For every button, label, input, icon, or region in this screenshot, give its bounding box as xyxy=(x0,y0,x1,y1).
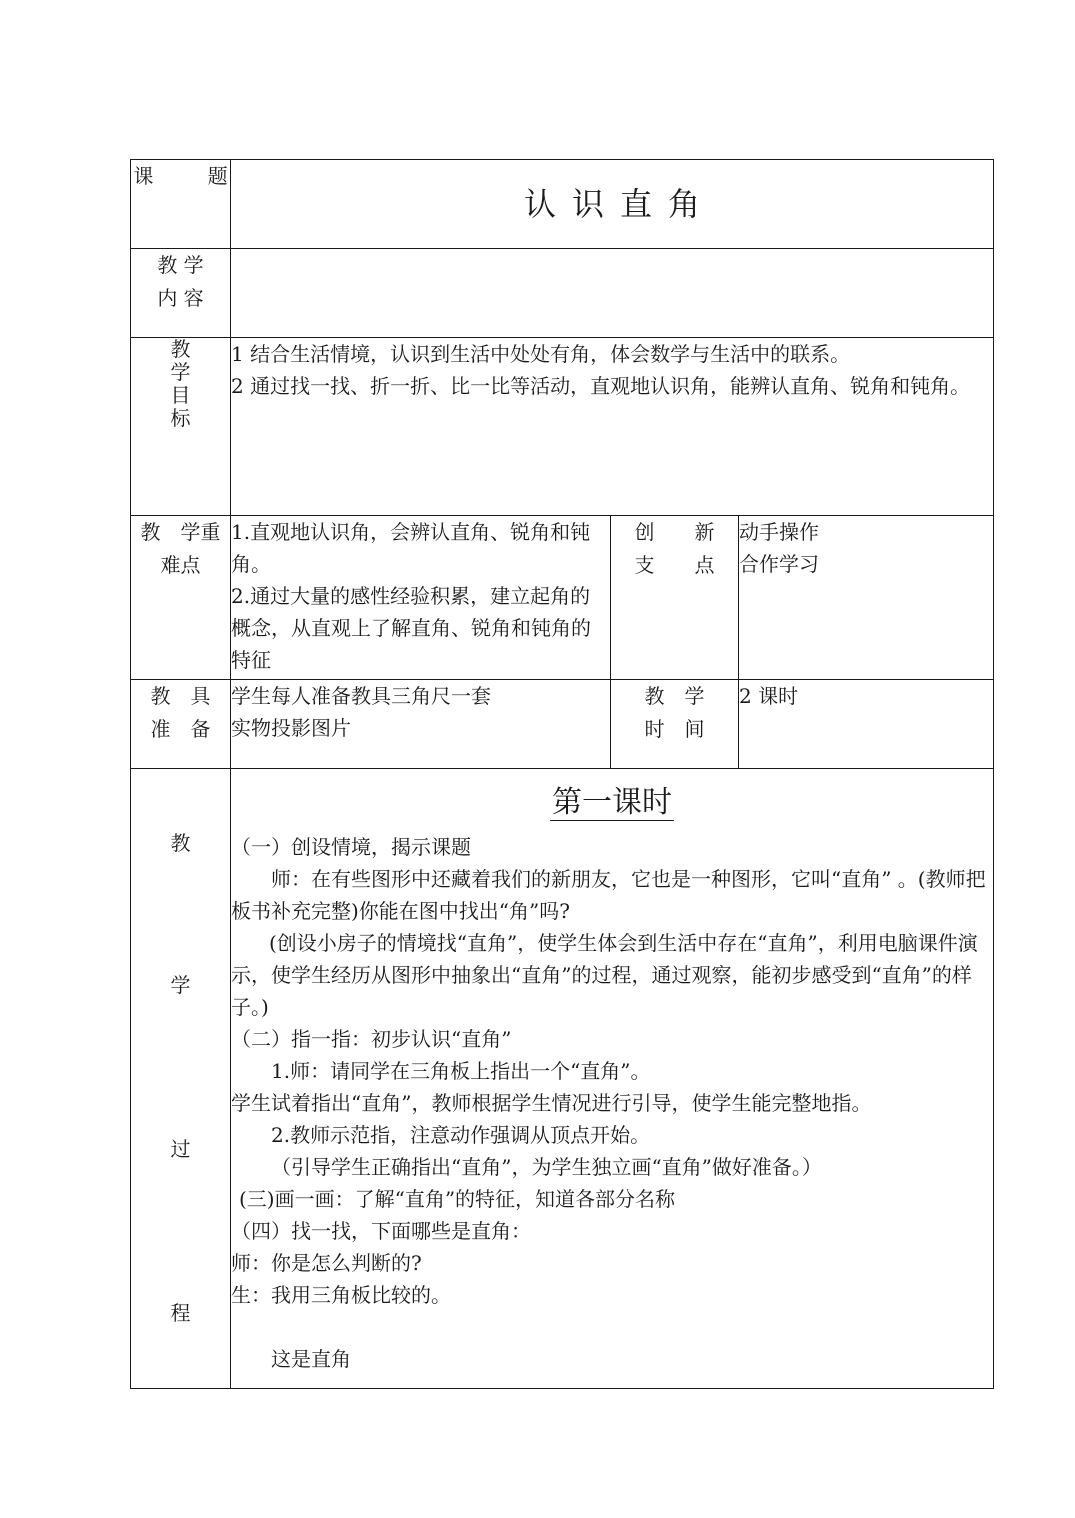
lesson-period-title xyxy=(231,781,993,825)
row-topic xyxy=(131,160,994,249)
tools-label-line-2: 准 备 xyxy=(150,717,211,741)
tools-label-cell xyxy=(131,680,231,769)
row-key-points xyxy=(131,516,994,680)
goals-label-cell xyxy=(131,338,231,516)
process-label-char-1: 教 xyxy=(170,831,191,855)
innovation-label-cell xyxy=(611,516,739,680)
process-line-1: （一）创设情境，揭示课题 xyxy=(231,835,471,859)
key-point-item-2: 2.通过大量的感性经验积累，建立起角的概念，从直观上了解直角、锐角和钝角的特征 xyxy=(231,584,591,672)
process-line-3: (创设小房子的情境找“直角”，使学生体会到生活中存在“直角”，利用电脑课件演示，使学生经历从图形中抽象出“直角”的过程，通过观察，能初步感受到“直角”的样子。) xyxy=(231,931,978,1019)
process-line-10: （四）找一找，下面哪些是直角： xyxy=(231,1219,531,1243)
row-tools xyxy=(131,680,994,769)
topic-label: 课 题 xyxy=(133,164,252,188)
content-label-line-2: 内 容 xyxy=(157,286,204,310)
process-value-cell xyxy=(231,769,994,1389)
time-label-cell xyxy=(611,680,739,769)
goals-label-char-3: 目 xyxy=(170,383,191,407)
process-line-8: （引导学生正确指出“直角”，为学生独立画“直角”做好准备。） xyxy=(271,1155,822,1179)
process-line-4: （二）指一指：初步认识“直角” xyxy=(231,1027,512,1051)
innovation-label-line-2: 支 点 xyxy=(634,553,715,577)
time-value-cell xyxy=(739,680,994,769)
key-point-item-1: 1.直观地认识角，会辨认直角、锐角和钝角。 xyxy=(231,520,591,576)
content-label-line-1: 教 学 xyxy=(157,253,204,277)
goals-label-char-2: 学 xyxy=(170,360,191,384)
goal-item-2: 2 通过找一找、折一折、比一比等活动，直观地认识角，能辨认直角、锐角和钝角。 xyxy=(231,374,971,398)
lesson-topic-title: 认识直角 xyxy=(523,185,716,223)
process-line-2: 师：在有些图形中还藏着我们的新朋友，它也是一种图形，它叫“直角” 。(教师把板书补充完整)你能在图中找出“角”吗? xyxy=(231,867,986,923)
time-label-line-1: 教 学 xyxy=(644,684,705,708)
key-points-value-cell xyxy=(231,516,611,680)
content-value-cell xyxy=(231,249,994,338)
key-points-label-line-1: 教 学重 xyxy=(140,520,221,544)
innovation-item-2: 合作学习 xyxy=(739,552,819,576)
process-line-13 xyxy=(231,1311,993,1343)
process-line-14: 这是直角 xyxy=(271,1347,351,1371)
tools-value-cell xyxy=(231,680,611,769)
process-label-char-3: 过 xyxy=(170,1137,191,1161)
tools-item-1: 学生每人准备教具三角尺一套 xyxy=(231,684,491,708)
process-label-cell xyxy=(131,769,231,1389)
goals-label-char-4: 标 xyxy=(170,406,191,430)
process-line-11: 师：你是怎么判断的? xyxy=(231,1251,422,1275)
tools-label-line-1: 教 具 xyxy=(150,684,211,708)
process-line-9: (三)画一画：了解“直角”的特征，知道各部分名称 xyxy=(239,1187,676,1211)
goal-item-1: 1 结合生活情境，认识到生活中处处有角，体会数学与生活中的联系。 xyxy=(231,342,851,366)
lesson-period-title-text: 第一课时 xyxy=(552,785,672,820)
time-value: 2 课时 xyxy=(739,684,799,708)
row-goals xyxy=(131,338,994,516)
process-line-12: 生：我用三角板比较的。 xyxy=(231,1283,451,1307)
innovation-value-cell xyxy=(739,516,994,680)
process-line-5: 1.师：请同学在三角板上指出一个“直角”。 xyxy=(271,1059,651,1083)
topic-label-cell xyxy=(131,160,252,249)
goals-value-cell xyxy=(231,338,994,516)
lesson-plan-table xyxy=(130,159,994,1389)
time-label-line-2: 时 间 xyxy=(644,717,705,741)
row-process xyxy=(131,769,994,1389)
process-label-char-4: 程 xyxy=(170,1301,191,1325)
process-line-6: 学生试着指出“直角”，教师根据学生情况进行引导，使学生能完整地指。 xyxy=(231,1091,872,1115)
tools-item-2: 实物投影图片 xyxy=(231,716,351,740)
key-points-label-line-2: 难点 xyxy=(160,553,201,577)
goals-label-char-1: 教 xyxy=(170,337,191,361)
process-label-char-2: 学 xyxy=(170,973,191,997)
content-label-cell xyxy=(131,249,231,338)
row-content xyxy=(131,249,994,338)
key-points-label-cell xyxy=(131,516,231,680)
topic-value-cell xyxy=(231,160,994,249)
innovation-label-line-1: 创 新 xyxy=(634,520,715,544)
process-line-7: 2.教师示范指，注意动作强调从顶点开始。 xyxy=(271,1123,651,1147)
innovation-item-1: 动手操作 xyxy=(739,520,819,544)
